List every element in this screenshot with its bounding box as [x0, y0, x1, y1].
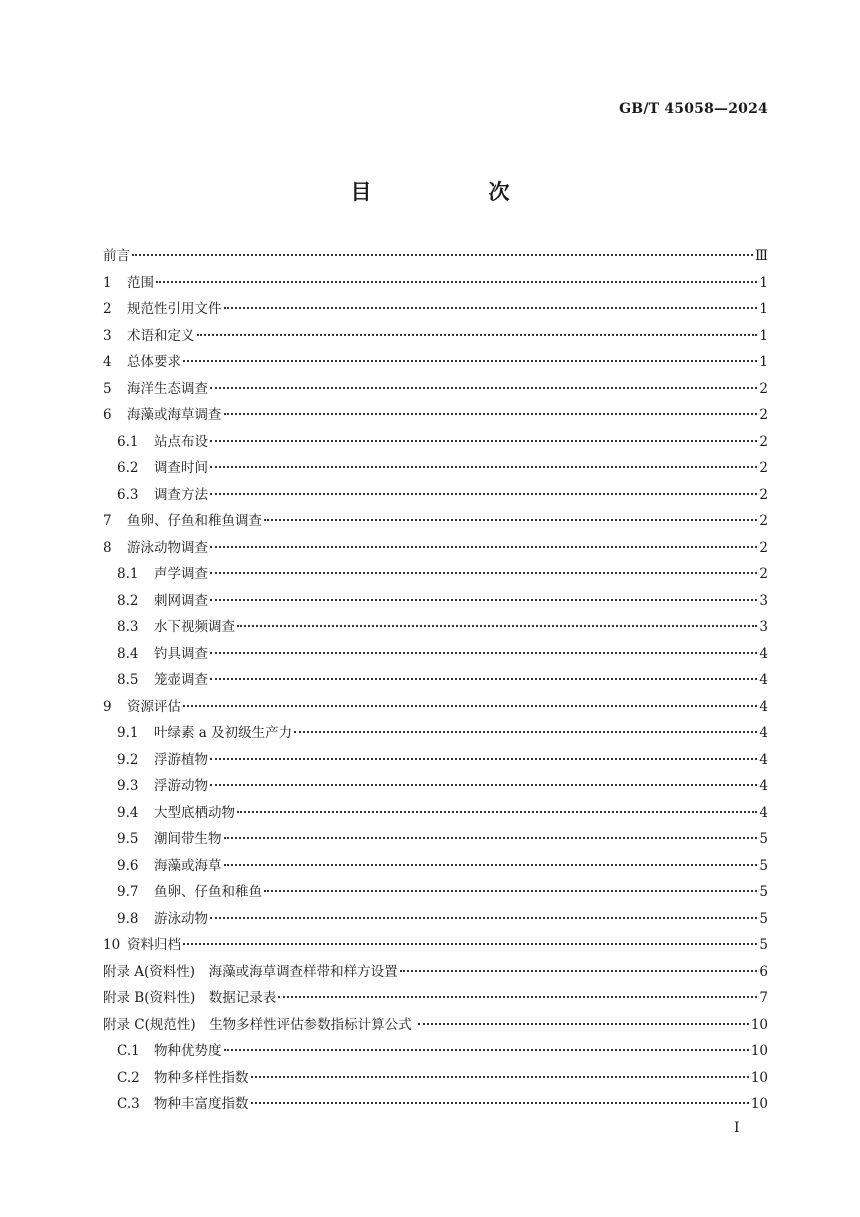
- toc-entry-title: [103, 323, 195, 350]
- toc-entry-number: 9.1: [117, 725, 139, 741]
- toc-entry-title: [117, 800, 235, 827]
- toc-entry-label: 总体要求: [127, 354, 181, 370]
- dot-leader: [224, 863, 758, 866]
- toc-entry-label: 叶绿素 a 及初级生产力: [154, 725, 293, 741]
- toc-entry-number: 9.4: [117, 804, 139, 821]
- toc-entry-number: 4: [103, 354, 112, 370]
- toc-entry-number: 8.2: [117, 592, 139, 609]
- toc-entry-title: [117, 747, 208, 774]
- dot-leader: [210, 783, 757, 786]
- dot-leader: [418, 1022, 749, 1025]
- toc-entry-number: 9.8: [117, 910, 139, 927]
- toc-entry[interactable]: [103, 455, 768, 482]
- toc-entry[interactable]: [103, 747, 768, 774]
- toc-entry[interactable]: [103, 826, 768, 853]
- toc-entry-number: 10: [103, 937, 121, 953]
- toc-entry-title: [117, 906, 208, 933]
- toc-entry-page: 1: [759, 274, 768, 291]
- toc-entry-title: [117, 879, 262, 906]
- toc-entry[interactable]: [103, 667, 768, 694]
- toc-entry-number: 5: [103, 380, 112, 397]
- toc-entry-label: 物种多样性指数: [154, 1069, 249, 1086]
- toc-entry-page: 2: [759, 407, 768, 423]
- dot-leader: [183, 942, 757, 945]
- dot-leader: [210, 651, 757, 654]
- page-number: Ⅰ: [734, 1120, 740, 1136]
- toc-entry-label: 前言: [103, 248, 130, 264]
- toc-entry-page: 1: [759, 327, 768, 344]
- toc-entry-title: [103, 243, 130, 270]
- toc-entry-label: 物种丰富度指数: [154, 1096, 249, 1112]
- dot-leader: [400, 969, 758, 972]
- toc-entry-label: 浮游植物: [154, 751, 208, 768]
- toc-entry-page: 2: [759, 566, 768, 582]
- toc-entry-number: 6.1: [117, 433, 139, 450]
- toc-entry-label: 物种优势度: [154, 1043, 222, 1059]
- toc-entry-number: 7: [103, 513, 112, 529]
- toc-entry-title: [103, 270, 154, 297]
- toc-entry-label: 站点布设: [154, 433, 208, 450]
- toc-entry-title: [117, 667, 208, 694]
- toc-entry-page: 10: [750, 1043, 768, 1059]
- toc-entry-page: 6: [759, 963, 768, 980]
- toc-entry[interactable]: [103, 588, 768, 615]
- toc-entry-number: 2: [103, 301, 112, 317]
- toc-entry-page: 4: [759, 698, 768, 715]
- toc-entry-page: 10: [750, 1016, 768, 1033]
- dot-leader: [210, 386, 757, 389]
- toc-entry-title: [117, 455, 208, 482]
- dot-leader: [224, 836, 758, 839]
- toc-entry-label: 浮游动物: [154, 778, 208, 794]
- toc-entry-label: 资料归档: [127, 937, 181, 953]
- toc-entry-number: 6: [103, 407, 112, 423]
- toc-entry[interactable]: [103, 402, 768, 429]
- toc-entry-number: 6.2: [117, 460, 139, 476]
- toc-entry-label: 调查时间: [154, 460, 208, 476]
- toc-entry-page: 5: [759, 831, 768, 847]
- dot-leader: [278, 995, 757, 998]
- toc-entry-title: [103, 535, 208, 562]
- toc-entry-label: 声学调查: [154, 566, 208, 582]
- toc-entry-label: 附录 B(资料性) 数据记录表: [103, 990, 277, 1006]
- toc-entry-title: [117, 588, 208, 615]
- page-title: 目 次: [350, 179, 558, 204]
- toc-entry-title: [117, 482, 208, 509]
- toc-entry-label: 刺网调查: [154, 592, 208, 609]
- toc-entry-title: [103, 508, 262, 535]
- toc-entry-title: [117, 853, 222, 880]
- toc-entry-page: 1: [759, 301, 768, 317]
- toc-entry-page: 4: [759, 778, 768, 794]
- toc-entry[interactable]: [103, 1065, 768, 1092]
- dot-leader: [210, 465, 757, 468]
- toc-entry-number: 3: [103, 327, 112, 344]
- toc-entry-title: [117, 614, 235, 641]
- toc-entry[interactable]: [103, 853, 768, 880]
- toc-entry[interactable]: [103, 879, 768, 906]
- dot-leader: [197, 333, 758, 336]
- dot-leader: [210, 571, 757, 574]
- toc-entry[interactable]: [103, 349, 768, 376]
- dot-leader: [264, 518, 757, 521]
- toc-entry-page: 7: [759, 990, 768, 1006]
- standard-code: GB/T 45058—2024: [619, 101, 768, 117]
- dot-leader: [237, 810, 757, 813]
- toc-entry-page: 3: [759, 619, 768, 635]
- toc-entry[interactable]: [103, 296, 768, 323]
- toc-entry-title: [117, 561, 208, 588]
- toc-entry-number: C.3: [117, 1096, 140, 1112]
- toc-entry-number: 8.5: [117, 672, 139, 688]
- toc-entry-page: 5: [759, 937, 768, 953]
- dot-leader: [251, 1075, 749, 1078]
- toc-entry[interactable]: [103, 614, 768, 641]
- toc-entry[interactable]: [103, 694, 768, 721]
- toc-entry-number: C.2: [117, 1069, 140, 1086]
- toc-entry[interactable]: [103, 932, 768, 959]
- dot-leader: [210, 545, 757, 548]
- toc-entry-title: [103, 959, 398, 986]
- dot-leader: [132, 253, 753, 256]
- dot-leader: [224, 306, 758, 309]
- toc-entry[interactable]: [103, 243, 768, 270]
- dot-leader: [224, 1048, 749, 1051]
- toc-entry-title: [103, 296, 222, 323]
- table-of-contents: [103, 243, 768, 1118]
- toc-entry-page: 4: [759, 751, 768, 768]
- toc-entry-label: 大型底栖动物: [154, 804, 235, 821]
- toc-entry-label: 海藻或海草: [154, 857, 222, 874]
- dot-leader: [210, 492, 757, 495]
- toc-entry-title: [117, 773, 208, 800]
- toc-entry-page: 5: [759, 910, 768, 927]
- toc-entry-page: 4: [759, 645, 768, 662]
- toc-entry-page: 5: [759, 884, 768, 900]
- toc-entry[interactable]: [103, 985, 768, 1012]
- toc-entry-page: 2: [759, 460, 768, 476]
- toc-entry-title: [117, 1091, 249, 1118]
- toc-entry[interactable]: [103, 323, 768, 350]
- dot-leader: [183, 704, 757, 707]
- dot-leader: [237, 624, 757, 627]
- dot-leader: [251, 1101, 749, 1104]
- toc-entry-page: 2: [759, 513, 768, 529]
- toc-entry-number: 8.4: [117, 645, 139, 662]
- toc-entry-label: 海洋生态调查: [127, 380, 208, 397]
- toc-entry[interactable]: [103, 561, 768, 588]
- toc-entry[interactable]: [103, 270, 768, 297]
- toc-entry-title: [103, 349, 181, 376]
- toc-entry-label: 调查方法: [154, 486, 208, 503]
- toc-entry[interactable]: [103, 773, 768, 800]
- toc-entry-label: 鱼卵、仔鱼和稚鱼调查: [127, 513, 262, 529]
- dot-leader: [294, 730, 757, 733]
- toc-entry-page: 2: [759, 380, 768, 397]
- toc-entry-title: [117, 826, 222, 853]
- toc-entry-title: [117, 720, 292, 747]
- toc-entry[interactable]: [103, 720, 768, 747]
- toc-entry-label: 潮间带生物: [154, 831, 222, 847]
- toc-entry-label: 术语和定义: [127, 327, 195, 344]
- toc-entry-title: [103, 985, 276, 1012]
- toc-entry-number: 9.6: [117, 857, 139, 874]
- toc-entry-number: 8: [103, 539, 112, 556]
- toc-entry[interactable]: [103, 906, 768, 933]
- toc-entry-page: 2: [759, 433, 768, 450]
- dot-leader: [210, 598, 757, 601]
- toc-entry-number: 9.5: [117, 831, 139, 847]
- toc-entry[interactable]: [103, 429, 768, 456]
- toc-entry-page: 4: [759, 804, 768, 821]
- toc-entry-page: 10: [750, 1096, 768, 1112]
- toc-entry-number: 9.7: [117, 884, 139, 900]
- toc-entry-number: 9.3: [117, 778, 139, 794]
- toc-entry-title: [103, 376, 208, 403]
- dot-leader: [183, 359, 757, 362]
- toc-entry-title: [117, 1038, 222, 1065]
- toc-entry[interactable]: [103, 800, 768, 827]
- toc-entry-label: 游泳动物调查: [127, 539, 208, 556]
- toc-entry-page: 2: [759, 486, 768, 503]
- toc-entry-number: C.1: [117, 1043, 140, 1059]
- toc-entry-label: 海藻或海草调查: [127, 407, 222, 423]
- toc-entry-title: [117, 641, 208, 668]
- toc-entry-page: 3: [759, 592, 768, 609]
- toc-entry-label: 附录 C(规范性) 生物多样性评估参数指标计算公式: [103, 1016, 416, 1033]
- toc-entry-number: 9: [103, 698, 112, 715]
- toc-entry-label: 水下视频调查: [154, 619, 235, 635]
- toc-entry-label: 规范性引用文件: [127, 301, 222, 317]
- toc-entry[interactable]: [103, 1091, 768, 1118]
- toc-entry[interactable]: [103, 1038, 768, 1065]
- toc-entry-page: 4: [759, 672, 768, 688]
- toc-entry-number: 9.2: [117, 751, 139, 768]
- toc-entry-number: 8.1: [117, 566, 139, 582]
- dot-leader: [210, 916, 757, 919]
- toc-entry-title: [117, 429, 208, 456]
- toc-entry-page: 4: [759, 725, 768, 741]
- toc-entry-page: 1: [759, 354, 768, 370]
- toc-entry-title: [103, 694, 181, 721]
- toc-entry-title: [103, 932, 181, 959]
- toc-entry-label: 资源评估: [127, 698, 181, 715]
- toc-entry[interactable]: [103, 508, 768, 535]
- toc-entry[interactable]: [103, 641, 768, 668]
- toc-entry-page: 10: [750, 1069, 768, 1086]
- dot-leader: [210, 439, 757, 442]
- toc-entry[interactable]: [103, 482, 768, 509]
- toc-entry-label: 游泳动物: [154, 910, 208, 927]
- toc-entry-title: [103, 1012, 416, 1039]
- toc-entry-label: 钓具调查: [154, 645, 208, 662]
- toc-entry-page: 2: [759, 539, 768, 556]
- toc-entry-number: 1: [103, 274, 112, 291]
- toc-entry-number: 8.3: [117, 619, 139, 635]
- toc-entry[interactable]: [103, 959, 768, 986]
- toc-entry-title: [103, 402, 222, 429]
- dot-leader: [224, 412, 758, 415]
- dot-leader: [210, 757, 757, 760]
- toc-entry-label: 笼壶调查: [154, 672, 208, 688]
- toc-entry[interactable]: [103, 376, 768, 403]
- dot-leader: [210, 677, 757, 680]
- toc-entry-number: 6.3: [117, 486, 139, 503]
- toc-entry-label: 范围: [127, 274, 154, 291]
- toc-entry-label: 鱼卵、仔鱼和稚鱼: [154, 884, 262, 900]
- toc-entry-page: 5: [759, 857, 768, 874]
- toc-entry[interactable]: [103, 535, 768, 562]
- dot-leader: [156, 280, 757, 283]
- toc-entry-title: [117, 1065, 249, 1092]
- dot-leader: [264, 889, 757, 892]
- toc-entry-label: 附录 A(资料性) 海藻或海草调查样带和样方设置: [103, 963, 398, 980]
- toc-entry[interactable]: [103, 1012, 768, 1039]
- toc-entry-page: Ⅲ: [754, 248, 768, 264]
